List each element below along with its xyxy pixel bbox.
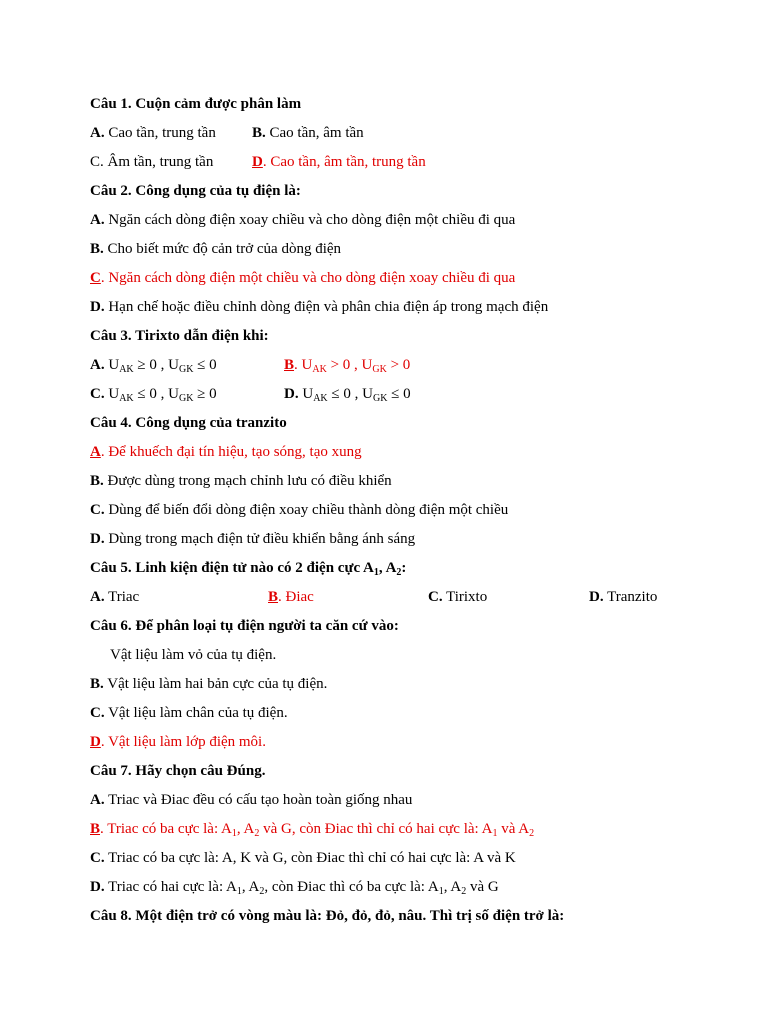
q3-option-b-answer[interactable]: B. $U_{AK} > 0$ , $U_{GK} > 0$	[284, 357, 411, 375]
question-3-row-cd	[90, 381, 730, 410]
question-2-title: Câu 2. Công dụng của tụ điện là:	[90, 183, 301, 199]
question-6-title: Câu 6. Để phân loại tụ điện người ta căn cứ vào:	[90, 618, 399, 634]
q4-option-a-answer[interactable]: A. Để khuếch đại tín hiệu, tạo sóng, tạo xung	[90, 444, 362, 460]
question-7-title: Câu 7. Hãy chọn câu Đúng.	[90, 763, 266, 779]
q5-option-a[interactable]: A. Triac	[90, 589, 140, 605]
q1-option-d-answer[interactable]: D. Cao tần, âm tần, trung tần	[252, 154, 426, 170]
q6-option-d-answer[interactable]: D. Vật liệu làm lớp điện môi.	[90, 734, 266, 750]
question-5-title: Câu 5. Linh kiện điện tử nào có 2 điện cực $A_1$, $A_2$:	[90, 560, 407, 578]
q2-option-d[interactable]: D. Hạn chế hoặc điều chỉnh dòng điện và phân chia điện áp trong mạch điện	[90, 299, 549, 315]
q1-option-c[interactable]: C. Âm tần, trung tần	[90, 154, 214, 170]
q7-option-b-answer[interactable]: B. Triac có ba cực là: $A_1$, $A_2$ và G, còn Điac thì chỉ có hai cực là: $A_1$ và $A_2$	[90, 821, 535, 839]
question-1-row-ab	[90, 120, 730, 149]
question-8-title: Câu 8. Một điện trở có vòng màu là: Đỏ, đỏ, đỏ, nâu. Thì trị số điện trở là:	[90, 908, 565, 924]
q2-option-c-answer[interactable]: C. Ngăn cách dòng điện một chiều và cho dòng điện xoay chiều đi qua	[90, 270, 516, 286]
question-5-row	[90, 584, 730, 613]
q2-option-b[interactable]: B. Cho biết mức độ cản trở của dòng điện	[90, 241, 342, 257]
q3-option-d[interactable]: D. $U_{AK} \le 0$ , $U_{GK} \le 0$	[284, 386, 411, 404]
q6-option-a[interactable]: Vật liệu làm vỏ của tụ điện.	[110, 647, 277, 663]
q5-option-b-answer[interactable]: B. Điac	[268, 589, 314, 605]
q7-option-d[interactable]: D. Triac có hai cực là: $A_1$, $A_2$, còn Điac thì có ba cực là: $A_1$, $A_2$ và G	[90, 879, 499, 897]
q2-option-a[interactable]: A. Ngăn cách dòng điện xoay chiều và cho dòng điện một chiều đi qua	[90, 212, 516, 228]
q4-option-c[interactable]: C. Dùng để biến đổi dòng điện xoay chiều thành dòng điện một chiều	[90, 502, 509, 518]
question-4-title: Câu 4. Công dụng của tranzito	[90, 415, 287, 431]
q4-option-b[interactable]: B. Được dùng trong mạch chỉnh lưu có điều khiển	[90, 473, 392, 489]
q3-option-c[interactable]: C. $U_{AK} \le 0$ , $U_{GK} \ge 0$	[90, 386, 217, 404]
q4-option-d[interactable]: D. Dùng trong mạch điện tử điều khiển bằng ánh sáng	[90, 531, 416, 547]
q5-option-c[interactable]: C. Tirixto	[428, 589, 488, 605]
q3-option-a[interactable]: A. $U_{AK} \ge 0$ , $U_{GK} \le 0$	[90, 357, 217, 375]
quiz-document	[90, 91, 730, 932]
q7-option-c[interactable]: C. Triac có ba cực là: A, K và G, còn Điac thì chỉ có hai cực là: A và K	[90, 850, 516, 866]
q1-option-a[interactable]: A. Cao tần, trung tần	[90, 125, 216, 141]
q5-option-d[interactable]: D. Tranzito	[589, 589, 658, 605]
q7-option-a[interactable]: A. Triac và Điac đều có cấu tạo hoàn toàn giống nhau	[90, 792, 413, 808]
question-3-title: Câu 3. Tirixto dẫn điện khi:	[90, 328, 269, 344]
question-3-row-ab	[90, 352, 730, 381]
q1-option-b[interactable]: B. Cao tần, âm tần	[252, 125, 364, 141]
q6-option-b[interactable]: B. Vật liệu làm hai bản cực của tụ điện.	[90, 676, 328, 692]
question-1-title: Câu 1. Cuộn cảm được phân làm	[90, 96, 302, 112]
question-1-row-cd	[90, 149, 730, 178]
q6-option-c[interactable]: C. Vật liệu làm chân của tụ điện.	[90, 705, 288, 721]
